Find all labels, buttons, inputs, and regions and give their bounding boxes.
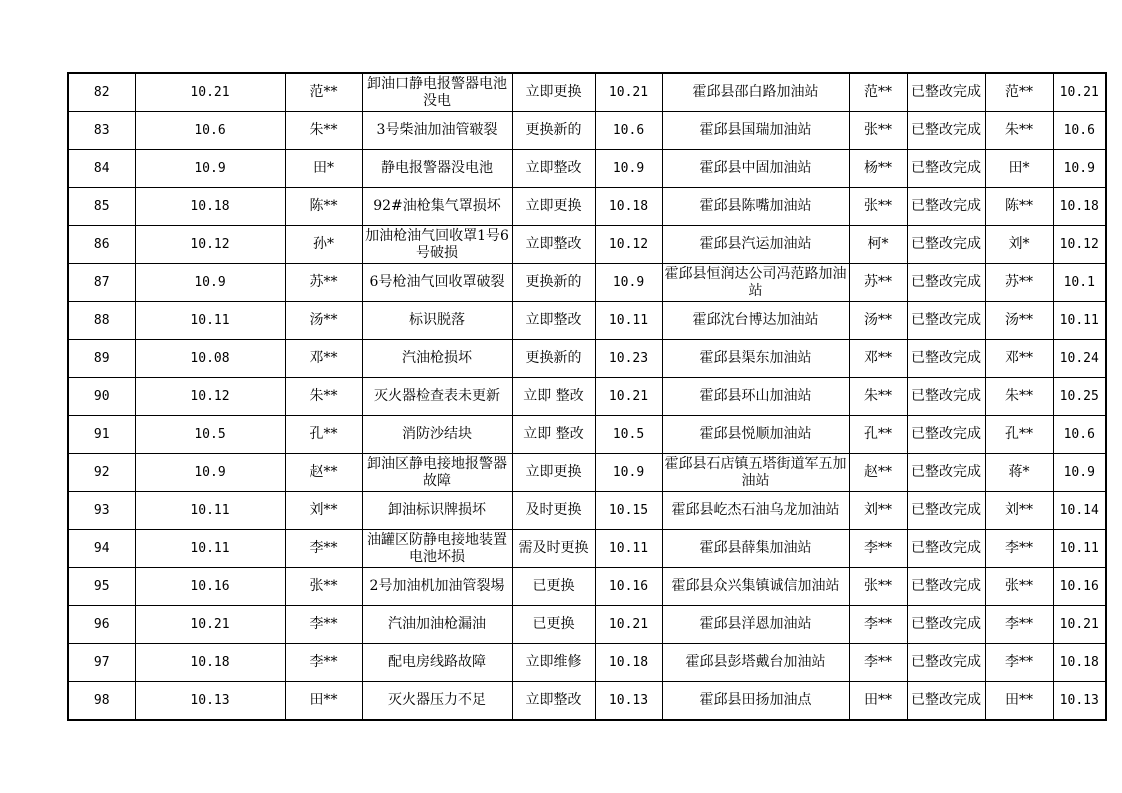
completion-date-cell: 10.21 xyxy=(1053,606,1106,644)
responsible-person-cell: 汤** xyxy=(849,302,907,340)
table-row xyxy=(68,302,1106,340)
completion-date-cell: 10.6 xyxy=(1053,416,1106,454)
acceptance-person-cell: 蒋* xyxy=(985,454,1053,492)
hazard-description-cell: 灭火器检查表未更新 xyxy=(362,378,512,416)
inspector-cell: 范** xyxy=(285,73,362,112)
inspector-cell: 朱** xyxy=(285,112,362,150)
rectification-status-cell: 已整改完成 xyxy=(907,302,985,340)
hazard-description-cell: 标识脱落 xyxy=(362,302,512,340)
deadline-date-cell: 10.13 xyxy=(595,682,662,721)
deadline-date-cell: 10.11 xyxy=(595,302,662,340)
responsible-person-cell: 李** xyxy=(849,606,907,644)
hazard-description-cell: 消防沙结块 xyxy=(362,416,512,454)
found-date-cell: 10.16 xyxy=(135,568,285,606)
rectification-measure-cell: 立即整改 xyxy=(512,302,595,340)
gas-station-name-cell: 霍邱县屹杰石油乌龙加油站 xyxy=(662,492,849,530)
acceptance-person-cell: 田** xyxy=(985,682,1053,721)
rectification-measure-cell: 已更换 xyxy=(512,606,595,644)
gas-station-name-cell: 霍邱县田扬加油点 xyxy=(662,682,849,721)
found-date-cell: 10.11 xyxy=(135,492,285,530)
responsible-person-cell: 杨** xyxy=(849,150,907,188)
table-row xyxy=(68,606,1106,644)
inspector-cell: 李** xyxy=(285,530,362,568)
hazard-description-cell: 卸油区静电接地报警器故障 xyxy=(362,454,512,492)
inspector-cell: 汤** xyxy=(285,302,362,340)
rectification-status-cell: 已整改完成 xyxy=(907,530,985,568)
table-row xyxy=(68,492,1106,530)
completion-date-cell: 10.13 xyxy=(1053,682,1106,721)
inspector-cell: 刘** xyxy=(285,492,362,530)
rectification-status-cell: 已整改完成 xyxy=(907,188,985,226)
completion-date-cell: 10.11 xyxy=(1053,302,1106,340)
table-row xyxy=(68,150,1106,188)
rectification-measure-cell: 更换新的 xyxy=(512,340,595,378)
acceptance-person-cell: 李** xyxy=(985,606,1053,644)
acceptance-person-cell: 陈** xyxy=(985,188,1053,226)
deadline-date-cell: 10.16 xyxy=(595,568,662,606)
rectification-measure-cell: 立即 整改 xyxy=(512,416,595,454)
found-date-cell: 10.12 xyxy=(135,226,285,264)
responsible-person-cell: 赵** xyxy=(849,454,907,492)
gas-station-name-cell: 霍邱县渠东加油站 xyxy=(662,340,849,378)
responsible-person-cell: 李** xyxy=(849,530,907,568)
row-number-cell: 95 xyxy=(68,568,135,606)
acceptance-person-cell: 朱** xyxy=(985,112,1053,150)
rectification-measure-cell: 更换新的 xyxy=(512,112,595,150)
acceptance-person-cell: 刘** xyxy=(985,492,1053,530)
row-number-cell: 90 xyxy=(68,378,135,416)
deadline-date-cell: 10.9 xyxy=(595,264,662,302)
gas-station-name-cell: 霍邱县悦顺加油站 xyxy=(662,416,849,454)
row-number-cell: 93 xyxy=(68,492,135,530)
inspector-cell: 孔** xyxy=(285,416,362,454)
hazard-description-cell: 92#油枪集气罩损坏 xyxy=(362,188,512,226)
rectification-status-cell: 已整改完成 xyxy=(907,378,985,416)
found-date-cell: 10.21 xyxy=(135,606,285,644)
rectification-status-cell: 已整改完成 xyxy=(907,454,985,492)
row-number-cell: 89 xyxy=(68,340,135,378)
rectification-status-cell: 已整改完成 xyxy=(907,264,985,302)
hazard-description-cell: 汽油加油枪漏油 xyxy=(362,606,512,644)
responsible-person-cell: 柯* xyxy=(849,226,907,264)
responsible-person-cell: 刘** xyxy=(849,492,907,530)
rectification-status-cell: 已整改完成 xyxy=(907,112,985,150)
found-date-cell: 10.9 xyxy=(135,264,285,302)
gas-station-name-cell: 霍邱县彭塔戴台加油站 xyxy=(662,644,849,682)
rectification-measure-cell: 立即更换 xyxy=(512,73,595,112)
rectification-status-cell: 已整改完成 xyxy=(907,644,985,682)
rectification-status-cell: 已整改完成 xyxy=(907,73,985,112)
table-row xyxy=(68,226,1106,264)
row-number-cell: 82 xyxy=(68,73,135,112)
table-row xyxy=(68,264,1106,302)
rectification-status-cell: 已整改完成 xyxy=(907,150,985,188)
inspector-cell: 苏** xyxy=(285,264,362,302)
inspector-cell: 田** xyxy=(285,682,362,721)
inspector-cell: 赵** xyxy=(285,454,362,492)
row-number-cell: 88 xyxy=(68,302,135,340)
inspector-cell: 孙* xyxy=(285,226,362,264)
row-number-cell: 86 xyxy=(68,226,135,264)
acceptance-person-cell: 李** xyxy=(985,644,1053,682)
deadline-date-cell: 10.11 xyxy=(595,530,662,568)
acceptance-person-cell: 朱** xyxy=(985,378,1053,416)
inspector-cell: 李** xyxy=(285,606,362,644)
gas-station-name-cell: 霍邱县石店镇五塔街道军五加油站 xyxy=(662,454,849,492)
deadline-date-cell: 10.5 xyxy=(595,416,662,454)
inspector-cell: 田* xyxy=(285,150,362,188)
table-row xyxy=(68,682,1106,721)
hazard-description-cell: 加油枪油气回收罩1号6号破损 xyxy=(362,226,512,264)
completion-date-cell: 10.11 xyxy=(1053,530,1106,568)
rectification-measure-cell: 及时更换 xyxy=(512,492,595,530)
rectification-measure-cell: 立即更换 xyxy=(512,188,595,226)
gas-station-name-cell: 霍邱县国瑞加油站 xyxy=(662,112,849,150)
gas-station-name-cell: 霍邱县恒润达公司冯范路加油站 xyxy=(662,264,849,302)
found-date-cell: 10.9 xyxy=(135,454,285,492)
deadline-date-cell: 10.6 xyxy=(595,112,662,150)
acceptance-person-cell: 李** xyxy=(985,530,1053,568)
table-row xyxy=(68,340,1106,378)
hazard-description-cell: 3号柴油加油管皲裂 xyxy=(362,112,512,150)
rectification-measure-cell: 立即整改 xyxy=(512,226,595,264)
found-date-cell: 10.12 xyxy=(135,378,285,416)
found-date-cell: 10.9 xyxy=(135,150,285,188)
deadline-date-cell: 10.15 xyxy=(595,492,662,530)
rectification-measure-cell: 立即维修 xyxy=(512,644,595,682)
inspector-cell: 朱** xyxy=(285,378,362,416)
row-number-cell: 98 xyxy=(68,682,135,721)
rectification-status-cell: 已整改完成 xyxy=(907,226,985,264)
acceptance-person-cell: 汤** xyxy=(985,302,1053,340)
hazard-description-cell: 卸油口静电报警器电池没电 xyxy=(362,73,512,112)
responsible-person-cell: 张** xyxy=(849,188,907,226)
completion-date-cell: 10.9 xyxy=(1053,150,1106,188)
gas-station-name-cell: 霍邱县汽运加油站 xyxy=(662,226,849,264)
gas-station-name-cell: 霍邱县陈嘴加油站 xyxy=(662,188,849,226)
responsible-person-cell: 田** xyxy=(849,682,907,721)
hazard-description-cell: 静电报警器没电池 xyxy=(362,150,512,188)
deadline-date-cell: 10.21 xyxy=(595,378,662,416)
acceptance-person-cell: 孔** xyxy=(985,416,1053,454)
completion-date-cell: 10.12 xyxy=(1053,226,1106,264)
hazard-description-cell: 配电房线路故障 xyxy=(362,644,512,682)
table-row xyxy=(68,188,1106,226)
gas-station-name-cell: 霍邱县薛集加油站 xyxy=(662,530,849,568)
found-date-cell: 10.6 xyxy=(135,112,285,150)
row-number-cell: 84 xyxy=(68,150,135,188)
completion-date-cell: 10.1 xyxy=(1053,264,1106,302)
hazard-description-cell: 2号加油机加油管裂埸 xyxy=(362,568,512,606)
table-row xyxy=(68,378,1106,416)
found-date-cell: 10.11 xyxy=(135,302,285,340)
hazard-description-cell: 灭火器压力不足 xyxy=(362,682,512,721)
gas-station-name-cell: 霍邱县众兴集镇诚信加油站 xyxy=(662,568,849,606)
inspector-cell: 陈** xyxy=(285,188,362,226)
responsible-person-cell: 范** xyxy=(849,73,907,112)
completion-date-cell: 10.18 xyxy=(1053,644,1106,682)
deadline-date-cell: 10.18 xyxy=(595,644,662,682)
rectification-measure-cell: 立即整改 xyxy=(512,150,595,188)
completion-date-cell: 10.25 xyxy=(1053,378,1106,416)
rectification-measure-cell: 需及时更换 xyxy=(512,530,595,568)
acceptance-person-cell: 田* xyxy=(985,150,1053,188)
rectification-measure-cell: 已更换 xyxy=(512,568,595,606)
hazard-description-cell: 卸油标识牌损坏 xyxy=(362,492,512,530)
responsible-person-cell: 苏** xyxy=(849,264,907,302)
completion-date-cell: 10.6 xyxy=(1053,112,1106,150)
hazard-rectification-table xyxy=(67,72,1107,721)
found-date-cell: 10.08 xyxy=(135,340,285,378)
deadline-date-cell: 10.21 xyxy=(595,606,662,644)
gas-station-name-cell: 霍邱沈台博达加油站 xyxy=(662,302,849,340)
table-row xyxy=(68,454,1106,492)
table-row xyxy=(68,644,1106,682)
row-number-cell: 97 xyxy=(68,644,135,682)
acceptance-person-cell: 邓** xyxy=(985,340,1053,378)
found-date-cell: 10.21 xyxy=(135,73,285,112)
completion-date-cell: 10.9 xyxy=(1053,454,1106,492)
responsible-person-cell: 朱** xyxy=(849,378,907,416)
completion-date-cell: 10.18 xyxy=(1053,188,1106,226)
acceptance-person-cell: 苏** xyxy=(985,264,1053,302)
rectification-measure-cell: 立即 整改 xyxy=(512,378,595,416)
deadline-date-cell: 10.9 xyxy=(595,150,662,188)
table-row xyxy=(68,530,1106,568)
deadline-date-cell: 10.21 xyxy=(595,73,662,112)
completion-date-cell: 10.16 xyxy=(1053,568,1106,606)
inspector-cell: 张** xyxy=(285,568,362,606)
rectification-status-cell: 已整改完成 xyxy=(907,568,985,606)
table-row xyxy=(68,112,1106,150)
responsible-person-cell: 张** xyxy=(849,112,907,150)
hazard-description-cell: 汽油枪损坏 xyxy=(362,340,512,378)
row-number-cell: 94 xyxy=(68,530,135,568)
hazard-description-cell: 6号枪油气回收罩破裂 xyxy=(362,264,512,302)
rectification-status-cell: 已整改完成 xyxy=(907,416,985,454)
found-date-cell: 10.18 xyxy=(135,644,285,682)
hazard-description-cell: 油罐区防静电接地装置电池坏损 xyxy=(362,530,512,568)
rectification-measure-cell: 立即整改 xyxy=(512,682,595,721)
table-row xyxy=(68,568,1106,606)
row-number-cell: 87 xyxy=(68,264,135,302)
deadline-date-cell: 10.12 xyxy=(595,226,662,264)
inspector-cell: 李** xyxy=(285,644,362,682)
rectification-status-cell: 已整改完成 xyxy=(907,682,985,721)
gas-station-name-cell: 霍邱县邵白路加油站 xyxy=(662,73,849,112)
deadline-date-cell: 10.9 xyxy=(595,454,662,492)
found-date-cell: 10.11 xyxy=(135,530,285,568)
deadline-date-cell: 10.23 xyxy=(595,340,662,378)
table-row xyxy=(68,416,1106,454)
responsible-person-cell: 张** xyxy=(849,568,907,606)
completion-date-cell: 10.14 xyxy=(1053,492,1106,530)
inspector-cell: 邓** xyxy=(285,340,362,378)
rectification-measure-cell: 更换新的 xyxy=(512,264,595,302)
gas-station-name-cell: 霍邱县中固加油站 xyxy=(662,150,849,188)
rectification-measure-cell: 立即更换 xyxy=(512,454,595,492)
deadline-date-cell: 10.18 xyxy=(595,188,662,226)
row-number-cell: 92 xyxy=(68,454,135,492)
responsible-person-cell: 邓** xyxy=(849,340,907,378)
acceptance-person-cell: 刘* xyxy=(985,226,1053,264)
rectification-status-cell: 已整改完成 xyxy=(907,340,985,378)
table-row xyxy=(68,73,1106,112)
row-number-cell: 96 xyxy=(68,606,135,644)
responsible-person-cell: 李** xyxy=(849,644,907,682)
gas-station-name-cell: 霍邱县环山加油站 xyxy=(662,378,849,416)
completion-date-cell: 10.21 xyxy=(1053,73,1106,112)
found-date-cell: 10.13 xyxy=(135,682,285,721)
rectification-status-cell: 已整改完成 xyxy=(907,492,985,530)
acceptance-person-cell: 张** xyxy=(985,568,1053,606)
row-number-cell: 85 xyxy=(68,188,135,226)
completion-date-cell: 10.24 xyxy=(1053,340,1106,378)
row-number-cell: 83 xyxy=(68,112,135,150)
acceptance-person-cell: 范** xyxy=(985,73,1053,112)
rectification-status-cell: 已整改完成 xyxy=(907,606,985,644)
responsible-person-cell: 孔** xyxy=(849,416,907,454)
gas-station-name-cell: 霍邱县洋恩加油站 xyxy=(662,606,849,644)
found-date-cell: 10.18 xyxy=(135,188,285,226)
table-body xyxy=(68,73,1106,720)
row-number-cell: 91 xyxy=(68,416,135,454)
found-date-cell: 10.5 xyxy=(135,416,285,454)
